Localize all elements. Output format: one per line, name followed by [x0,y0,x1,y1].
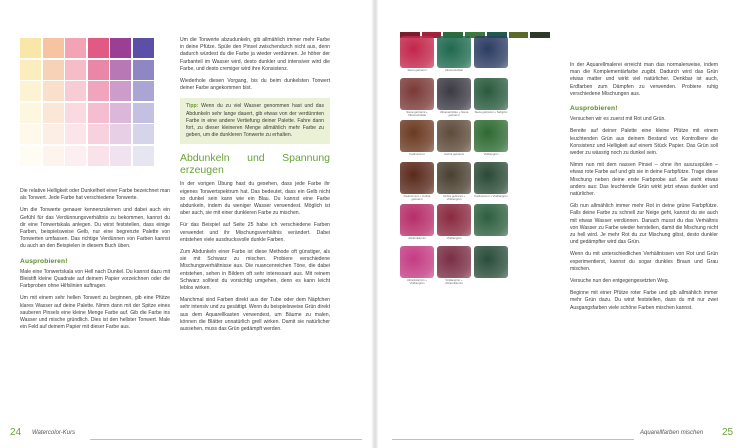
tone-swatch [20,60,41,80]
paint-swatch [474,78,508,110]
paragraph: Manchmal sind Farben direkt aus der Tube oder dem Näpfchen sehr intensiv und zu gesättigt. Wenn du beispielsweise Grün direkt aus dem Aquarellkasten verwendest, um Bäume zu malen, können die Blätter unnatürlich grell wirken. Damit sie natürlicher aussehen, muss das Grün gedämpft werden. [180,297,330,333]
ausprobieren-heading-right: Ausprobieren! [570,105,618,113]
tone-swatch [20,103,41,123]
swatch-caption: Umbra gebrannt + Viridiangrün [442,194,466,202]
tone-swatch [20,81,41,101]
tip-box [180,98,330,144]
paragraph: Versuchen wir es zuerst mit Rot und Grün. [570,116,666,123]
tone-swatch [133,60,154,80]
swatch-item [400,36,434,76]
swatch-caption: Siena gebrannt [407,68,427,72]
tone-swatch [133,146,154,166]
swatch-item [474,78,508,118]
paint-swatch [400,246,434,278]
section-heading: Abdunkeln und Spannung erzeugen [180,152,330,177]
footer-title-right: Aquarellfarben mischen [640,430,704,436]
paint-swatch [437,120,471,152]
swatch-caption: Siena gebrannt + Saftgrün [474,110,508,114]
swatch-caption: Siena gebrannt + Ultramarinblau [406,110,428,118]
tone-swatch [20,146,41,166]
swatch-item [437,162,471,202]
tone-swatch [88,146,109,166]
paint-swatch [437,246,471,278]
paragraph: In der Aquarellmalerei erreicht man das normalerweise, indem man die Komplementärfarbe zugibt. Dadurch wird das Grün etwas matter und wirkt viel natürlicher. Denkbar ist auch, Erdfarben zum Dämpfen zu verwenden. Probiere ruhig verschiedene Mischungen aus. [570,62,718,97]
paragraph: Nimm nun mit dem nassen Pinsel – ohne ihn auszuspülen – etwas rote Farbe auf und gib sie in deine Farbpfütze. Trage diese Mischung neben deine erste Farbprobe auf. Sie sieht etwas anders aus: Das leuchtende Grün wirkt jetzt etwas dunkler und natürlicher. [570,162,718,198]
swatch-item [437,246,471,286]
tone-swatch [43,124,64,144]
swatch-item [437,204,471,244]
paint-swatch [437,204,471,236]
paragraph: Um die Tonwerte abzudunkeln, gib allmählich immer mehr Farbe in deine Pfütze. Spüle den Pinsel zwischendurch nicht aus, denn dadurch würdest du die Farbe ja wieder verdünnen. Je höher der Farbanteil im Wasser wird, desto dunkler und intensiver wird die Farbe, und desto cremiger wird ihre Konsistenz. [180,37,330,72]
swatch-row [400,246,560,286]
paint-swatch [474,246,508,278]
paint-swatch [474,36,508,68]
swatch-item [400,78,434,118]
paint-swatch [474,162,508,194]
swatch-caption: Viridiangrün + Alizarinkarmin [445,278,463,286]
paint-swatch [400,162,434,194]
tone-swatch [43,146,64,166]
paragraph: Zum Abdunkeln einer Farbe ist diese Methode oft günstiger, als sie mit Schwarz zu mischen. Probiere verschiedene Mischungsverhältnisse aus. Die nuancenreichen Töne, die dabei entstehen, sehen in Bildern oft sehr interessant aus. Mit reinem Schwarz solltest du vorsichtig umgehen, denn es kann leicht leblos wirken. [180,249,330,292]
tone-swatch [65,38,86,58]
tip-text: Wenn du zu viel Wasser genommen hast und das Abdunkeln sehr lange dauert, gib etwas von der verdünnten Farbe in eine andere Vertiefung deiner Palette. Fahre dann fort, zu dieser kleineren Menge allmählich mehr Farbe zu geben, um die dunkleren Tonwerte zu erhalten. [186,103,324,139]
tip-label: Tipp: [186,103,199,110]
tone-swatch [88,81,109,101]
footer-title-left: Watercolor-Kurs [32,430,76,436]
swatch-caption: Kadmiumrot + Umbra gebrannt [403,194,431,202]
tone-swatch [133,38,154,58]
swatch-caption: Viridiangrün [483,152,499,156]
swatch-item [474,204,508,244]
paragraph: Um die Tonwerte genauer kennenzulernen und dabei auch ein Gefühl für das Verdünnungsverhältnis zu bekommen, kannst du dir eine Tonwertskala anlegen. Du wirst feststellen, dass einige Farben, beispielsweise Gelb, nur eine begrenzte Palette von Tonwerten umfassen. Das richtige Verdünnen von Farben kannst du auch an den Beispielen in diesem Buch üben. [20,207,170,250]
paragraph: Wenn du mit unterschiedlichen Verhältnissen von Rot und Grün experimentierst, kannst du sogar dunkles Braun und Grau mischen. [570,251,718,272]
swatch-row [400,204,560,244]
paint-swatch [400,204,434,236]
paragraph: Um mit einem sehr hellen Tonwert zu beginnen, gib eine Pfütze klares Wasser auf deine Palette. Nimm dann mit der Spitze eines sauberen Pinsels eine kleine Menge Farbe auf. Gib die Farbe ins Wasser und mische gründlich. Dies ist den hellster Tonwert. Male ein Feld auf deinem Papier mit dieser Farbe aus. [20,295,170,331]
swatch-caption: Alizarinkarmin [408,236,426,240]
paragraph: Bereite auf deiner Palette eine kleine Pfütze mit einem leuchtenden Grün aus deinem Bestand vor. Kontrolliere die Konsistenz und Helligkeit auf einem Stück Papier. Das Grün soll weder zu wässrig noch zu dunkel sein. [570,128,718,157]
swatch-caption: Kadmiumrot + Viridiangrün [474,194,508,198]
swatch-item [437,36,471,76]
swatch-row [400,162,560,202]
paragraph: Die relative Helligkeit oder Dunkelheit einer Farbe bezeichnet man als Tonwert. Jede Farbe hat verschiedene Tonwerte. [20,188,170,202]
swatch-item [474,120,508,160]
tone-swatch [20,38,41,58]
paint-swatch [400,78,434,110]
paint-swatch [400,36,434,68]
page-number-right: 25 [722,427,734,438]
tone-swatch [88,103,109,123]
swatch-item [437,120,471,160]
swatch-row [400,36,560,76]
mixing-swatch-grid [400,36,560,288]
tone-swatch [43,60,64,80]
paint-swatch [474,204,508,236]
ausprobieren-heading: Ausprobieren! [20,257,68,265]
tone-swatch [110,81,131,101]
paragraph: In der vorigen Übung hast du gesehen, dass jede Farbe ihr eigenes Tonwertspektrum hat. Das bedeutet, dass ein Gelb nicht so dunkel sein kann wie ein Blau. Du kannst eine Farbe abdunkeln, indem du weniger Wasser verwendest. Möglich ist aber auch, sie mit einer dunkleren Farbe zu mischen. [180,181,330,217]
swatch-caption: Viridiangrün [446,236,462,240]
tone-swatch [43,81,64,101]
paint-swatch [474,120,508,152]
tone-swatch [65,60,86,80]
paint-swatch [400,120,434,152]
swatch-caption: Ultramarinblau + Siena gebrannt [439,110,469,118]
tone-swatch [110,124,131,144]
swatch-caption: Umbra gebrannt [443,152,465,156]
tone-swatch [43,38,64,58]
tone-swatch [110,60,131,80]
swatch-caption: Ultramarinblau [444,68,464,72]
book-gutter [372,0,378,448]
left-column-2 [180,37,330,338]
right-column [570,62,718,317]
swatch-caption: Kadmiumrot [409,152,425,156]
tone-swatch [20,124,41,144]
swatch-item [474,246,508,286]
tone-swatch [88,60,109,80]
swatch-caption: Alizarinkarmin + Viridiangrün [407,278,427,286]
tone-swatch [65,103,86,123]
tone-swatch [65,146,86,166]
paint-swatch [437,36,471,68]
paragraph: Für das Beispiel auf Seite 25 habe ich verschiedene Farben verwendet und ihr Mischungsverhältnis verändert. Dabei entstehen viele ausdrucksvolle dunkle Farben. [180,222,330,243]
tone-swatch [133,124,154,144]
swatch-item [400,162,434,202]
paragraph: Wiederhole diesen Vorgang, bis du beim dunkelsten Tonwert deiner Farbe angekommen bist. [180,78,330,92]
footer-rule-left [90,439,362,440]
tone-swatch [110,146,131,166]
paint-swatch [437,162,471,194]
tone-swatch [65,81,86,101]
swatch-item [437,78,471,118]
paragraph: Male eine Tonwertskala von Hell nach Dunkel. Du kannst dazu mit Bleistift kleine Quadrate auf deinem Papier vorzeichnen oder die Farbproben ohne Hilfslinien auftragen. [20,268,170,290]
tone-swatch [88,124,109,144]
tone-swatch [43,103,64,123]
swatch-item [400,120,434,160]
swatch-item [474,162,508,202]
swatch-row [400,78,560,118]
tone-swatch [133,103,154,123]
swatch-item [474,36,508,76]
tone-swatch [88,38,109,58]
tone-swatch [110,103,131,123]
swatch-row [400,120,560,160]
paragraph: Versuche nun den entgegengesetzten Weg. [570,278,670,285]
tone-swatch [65,124,86,144]
tone-grid [20,38,148,166]
paint-swatch [437,78,471,110]
paragraph: Beginne mit einer Pfütze roter Farbe und gib allmählich immer mehr Grün dazu. Du wirst feststellen, dass du mit nur zwei Ausgangsfarben viele schöne Farben mischen kannst. [570,290,718,311]
tone-swatch [110,38,131,58]
swatch-item [400,204,434,244]
paragraph: Gib nun allmählich immer mehr Rot in deine grüne Farbpfütze. Falls deine Farbe zu schnell zur Neige geht, kannst du sie auch mit etwas Wasser verdünnen. Danach musst du das Verhältnis von Wasser zu Farbe wieder herstellen, damit die Mischung nicht zu hell wird. Je mehr Rot du zur Mischung gibst, desto dunkler und gedämpfter wird das Grün. [570,203,718,246]
footer-rule-right [392,439,634,440]
left-column-1 [20,188,170,336]
tone-swatch [133,81,154,101]
page-number-left: 24 [10,427,22,438]
swatch-item [400,246,434,286]
